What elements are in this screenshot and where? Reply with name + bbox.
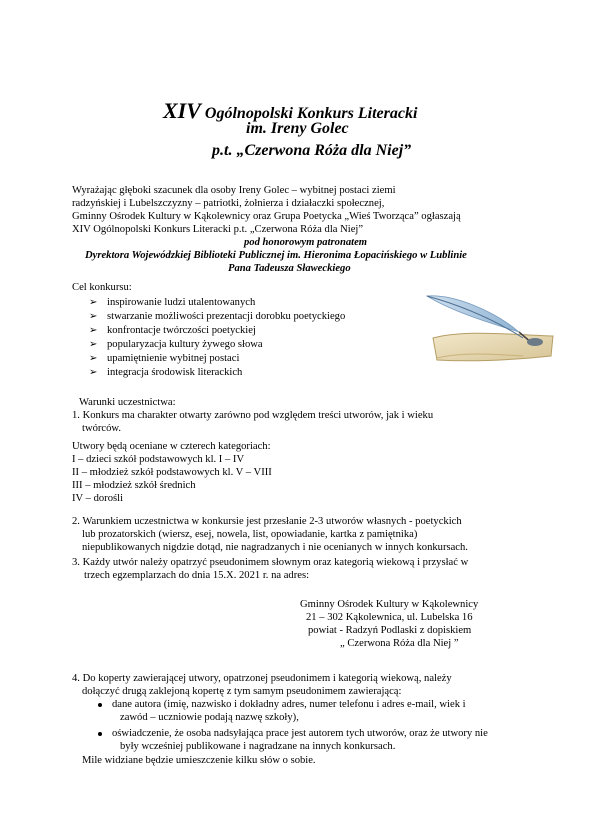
- intro-line: Gminny Ośrodek Kultury w Kąkolewnicy oraz Grupa Poetycka „Wieś Tworząca” ogłaszają: [72, 211, 461, 222]
- intro-line: radzyńskiej i Lubelszczyzny – patriotki, żołnierza i działaczki społecznej,: [72, 198, 385, 209]
- condition-1-line: twórców.: [82, 423, 122, 434]
- quill-and-scroll-illustration: [423, 290, 563, 364]
- condition-2-line: lub prozatorskich (wiersz, esej, nowela, list, opowiadanie, kartka z pamiętnika): [82, 529, 418, 540]
- conditions-label: Warunki uczestnictwa:: [79, 397, 176, 408]
- category-item: II – młodzież szkół podstawowych kl. V – VIII: [72, 467, 272, 478]
- goal-item: ➢ upamiętnienie wybitnej postaci: [89, 353, 240, 364]
- address-line: 21 – 302 Kąkolewnica, ul. Lubelska 16: [306, 612, 473, 623]
- patronage-director: Dyrektora Wojewódzkiej Biblioteki Publicznej im. Hieronima Łopacińskiego w Lublinie: [85, 250, 467, 261]
- condition-4-item: oświadczenie, że osoba nadsyłająca prace jest autorem tych utworów, oraz że utwory nie: [98, 727, 488, 740]
- goal-item: ➢ integracja środowisk literackich: [89, 367, 243, 378]
- condition-3-line: trzech egzemplarzach do dnia 15.X. 2021 r. na adres:: [84, 570, 310, 581]
- categories-label: Utwory będą oceniane w czterech kategoriach:: [72, 441, 271, 452]
- bullet-dot-icon: [98, 703, 102, 707]
- title-roman-numeral: XIV: [163, 98, 201, 123]
- condition-1-line: 1. Konkurs ma charakter otwarty zarówno pod względem treści utworów, jak i wieku: [72, 410, 434, 421]
- intro-line: Wyrażając głęboki szacunek dla osoby Ireny Golec – wybitnej postaci ziemi: [72, 185, 396, 196]
- condition-3-line: 3. Każdy utwór należy opatrzyć pseudonimem słownym oraz kategorią wiekową i przysłać w: [72, 557, 469, 568]
- goal-item: ➢ popularyzacja kultury żywego słowa: [89, 339, 263, 350]
- goal-item: ➢ inspirowanie ludzi utalentowanych: [89, 297, 256, 308]
- condition-2-line: niepublikowanych nigdzie dotąd, nie nagradzanych i nie ocenianych w innych konkursach.: [82, 542, 468, 553]
- address-line: powiat - Radzyń Podlaski z dopiskiem: [308, 625, 472, 636]
- arrow-bullet-icon: ➢: [89, 325, 98, 336]
- arrow-bullet-icon: ➢: [89, 353, 98, 364]
- patronage-name: Pana Tadeusza Sławeckiego: [228, 263, 351, 274]
- condition-4-line: dołączyć drugą zaklejoną kopertę z tym samym pseudonimem zawierającą:: [82, 686, 402, 697]
- title-line-2: im. Ireny Golec: [246, 120, 349, 137]
- arrow-bullet-icon: ➢: [89, 339, 98, 350]
- category-item: I – dzieci szkół podstawowych kl. I – IV: [72, 454, 245, 465]
- title-line-3: p.t. „Czerwona Róża dla Niej”: [212, 142, 412, 159]
- bullet-dot-icon: [98, 732, 102, 736]
- condition-4-item-cont: były wcześniej publikowane i nagradzane na innych konkursach.: [120, 741, 396, 752]
- arrow-bullet-icon: ➢: [89, 367, 98, 378]
- address-line: Gminny Ośrodek Kultury w Kąkolewnicy: [300, 599, 479, 610]
- condition-4-item: dane autora (imię, nazwisko i dokładny adres, numer telefonu i adres e-mail, wiek i: [98, 698, 466, 711]
- category-item: IV – dorośli: [72, 493, 124, 504]
- intro-line: XIV Ogólnopolski Konkurs Literacki p.t. „Czerwona Róża dla Niej”: [72, 224, 364, 235]
- condition-2-line: 2. Warunkiem uczestnictwa w konkursie jest przesłanie 2-3 utworów własnych - poetyckich: [72, 516, 462, 527]
- goal-item: ➢ konfrontacje twórczości poetyckiej: [89, 325, 256, 336]
- closing-note: Mile widziane będzie umieszczenie kilku słów o sobie.: [82, 755, 316, 766]
- category-item: III – młodzież szkół średnich: [72, 480, 196, 491]
- arrow-bullet-icon: ➢: [89, 311, 98, 322]
- address-line: „ Czerwona Róża dla Niej ”: [340, 638, 459, 649]
- title-line-1-text: Ogólnopolski Konkurs Literacki: [204, 105, 418, 122]
- condition-4-item-cont: zawód – uczniowie podają nazwę szkoły),: [120, 712, 299, 723]
- goal-item: ➢ stwarzanie możliwości prezentacji dorobku poetyckiego: [89, 311, 346, 322]
- goals-label: Cel konkursu:: [72, 282, 132, 293]
- patronage-heading: pod honorowym patronatem: [244, 237, 368, 248]
- condition-4-line: 4. Do koperty zawierającej utwory, opatrzonej pseudonimem i kategorią wiekową, należy: [72, 673, 452, 684]
- arrow-bullet-icon: ➢: [89, 297, 98, 308]
